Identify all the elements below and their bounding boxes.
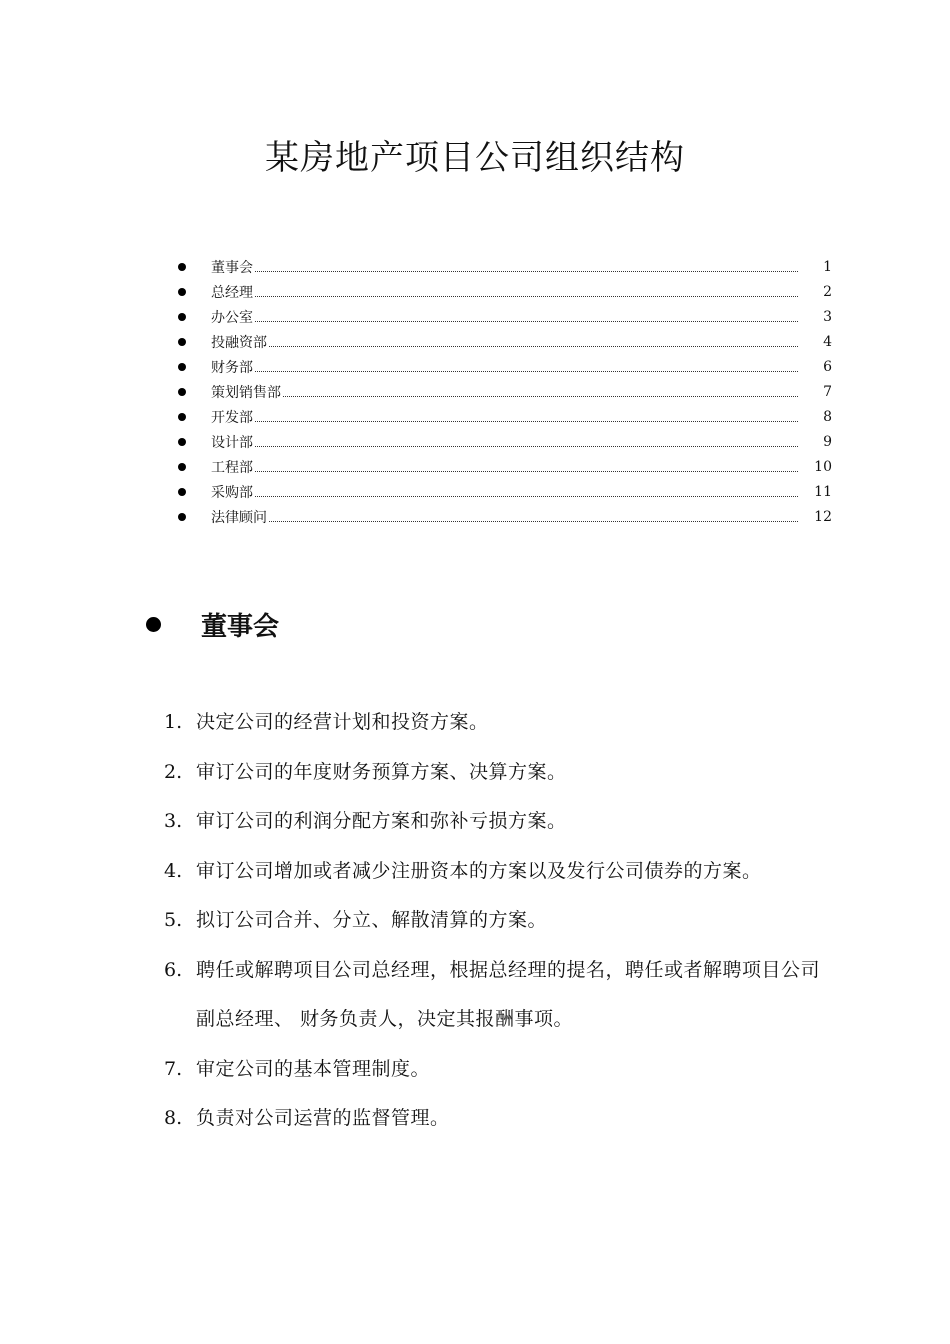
list-item-text: 决定公司的经营计划和投资方案。 (196, 711, 489, 733)
list-item-text: 审订公司增加或者减少注册资本的方案以及发行公司债券的方案。 (196, 859, 762, 882)
toc-leader-dots (255, 421, 798, 422)
toc-leader-dots (255, 371, 798, 372)
list-item-number: 5. (164, 909, 183, 931)
toc-entry[interactable] (172, 304, 832, 329)
list-item-number: 2. (164, 760, 183, 783)
toc-entry-label: 工程部 (211, 459, 253, 476)
toc-entry-label: 设计部 (211, 434, 253, 451)
list-item-text: 负责对公司运营的监督管理。 (196, 1107, 450, 1129)
list-item-text: 审订公司的年度财务预算方案、决算方案。 (196, 760, 567, 783)
page-title: 某房地产项目公司组织结构 (265, 138, 685, 178)
bullet-icon (178, 263, 186, 271)
duty-list (164, 698, 824, 1144)
toc-entry-page: 7 (823, 383, 832, 400)
toc-entry-page: 10 (814, 458, 832, 475)
list-item (164, 698, 824, 748)
bullet-icon (178, 363, 186, 371)
bullet-icon (178, 488, 186, 496)
bullet-icon (178, 388, 186, 396)
table-of-contents (172, 254, 832, 529)
toc-entry[interactable] (172, 329, 832, 354)
bullet-icon (178, 438, 186, 446)
list-item (164, 946, 824, 1045)
toc-leader-dots (255, 271, 798, 272)
bullet-icon (146, 617, 161, 632)
toc-entry[interactable] (172, 429, 832, 454)
list-item (164, 1045, 824, 1095)
toc-entry[interactable] (172, 504, 832, 529)
toc-entry-label: 法律顾问 (211, 509, 267, 526)
toc-entry-page: 3 (823, 308, 832, 325)
toc-leader-dots (269, 346, 798, 347)
toc-leader-dots (269, 521, 798, 522)
toc-entry[interactable] (172, 479, 832, 504)
list-item (164, 847, 824, 897)
toc-entry-page: 4 (823, 333, 832, 350)
toc-entry-label: 采购部 (211, 484, 253, 501)
toc-entry-label: 开发部 (211, 409, 253, 426)
list-item-number: 7. (164, 1057, 183, 1080)
toc-entry[interactable] (172, 354, 832, 379)
toc-entry-label: 总经理 (211, 284, 253, 301)
list-item-number: 3. (164, 810, 183, 832)
toc-entry-page: 8 (823, 408, 832, 425)
toc-leader-dots (255, 446, 798, 447)
bullet-icon (178, 338, 186, 346)
list-item (164, 1094, 824, 1144)
toc-entry-label: 办公室 (211, 309, 253, 326)
list-item-text: 拟订公司合并、分立、解散清算的方案。 (196, 909, 548, 931)
toc-leader-dots (255, 496, 798, 497)
toc-entry[interactable] (172, 279, 832, 304)
bullet-icon (178, 513, 186, 521)
toc-entry-label: 董事会 (211, 259, 253, 276)
list-item-number: 4. (164, 859, 183, 882)
list-item-text: 聘任或解聘项目公司总经理，根据总经理的提名，聘任或者解聘项目公司副总经理、 财务负责人，决定其报酬事项。 (196, 958, 821, 1030)
section-heading-text: 董事会 (201, 612, 280, 642)
toc-entry-label: 投融资部 (211, 334, 267, 351)
toc-entry[interactable] (172, 454, 832, 479)
list-item-text: 审订公司的利润分配方案和弥补亏损方案。 (196, 810, 567, 832)
toc-entry[interactable] (172, 404, 832, 429)
list-item (164, 896, 824, 946)
toc-entry-page: 1 (823, 258, 832, 275)
toc-leader-dots (255, 296, 798, 297)
bullet-icon (178, 288, 186, 296)
toc-entry[interactable] (172, 254, 832, 279)
section-heading (146, 606, 279, 643)
list-item-text: 审定公司的基本管理制度。 (196, 1057, 431, 1080)
list-item-number: 6. (164, 958, 183, 981)
toc-entry-label: 财务部 (211, 359, 253, 376)
toc-entry-page: 9 (823, 433, 832, 450)
toc-leader-dots (255, 321, 798, 322)
bullet-icon (178, 413, 186, 421)
list-item (164, 797, 824, 847)
toc-entry-page: 2 (823, 283, 832, 300)
toc-entry-page: 12 (814, 508, 832, 525)
toc-leader-dots (255, 471, 798, 472)
toc-entry-page: 11 (814, 483, 832, 500)
toc-entry-label: 策划销售部 (211, 384, 281, 401)
bullet-icon (178, 313, 186, 321)
toc-leader-dots (283, 396, 798, 397)
toc-entry-page: 6 (823, 358, 832, 375)
list-item-number: 8. (164, 1107, 183, 1129)
list-item (164, 748, 824, 798)
bullet-icon (178, 463, 186, 471)
toc-entry[interactable] (172, 379, 832, 404)
list-item-number: 1. (164, 711, 183, 733)
